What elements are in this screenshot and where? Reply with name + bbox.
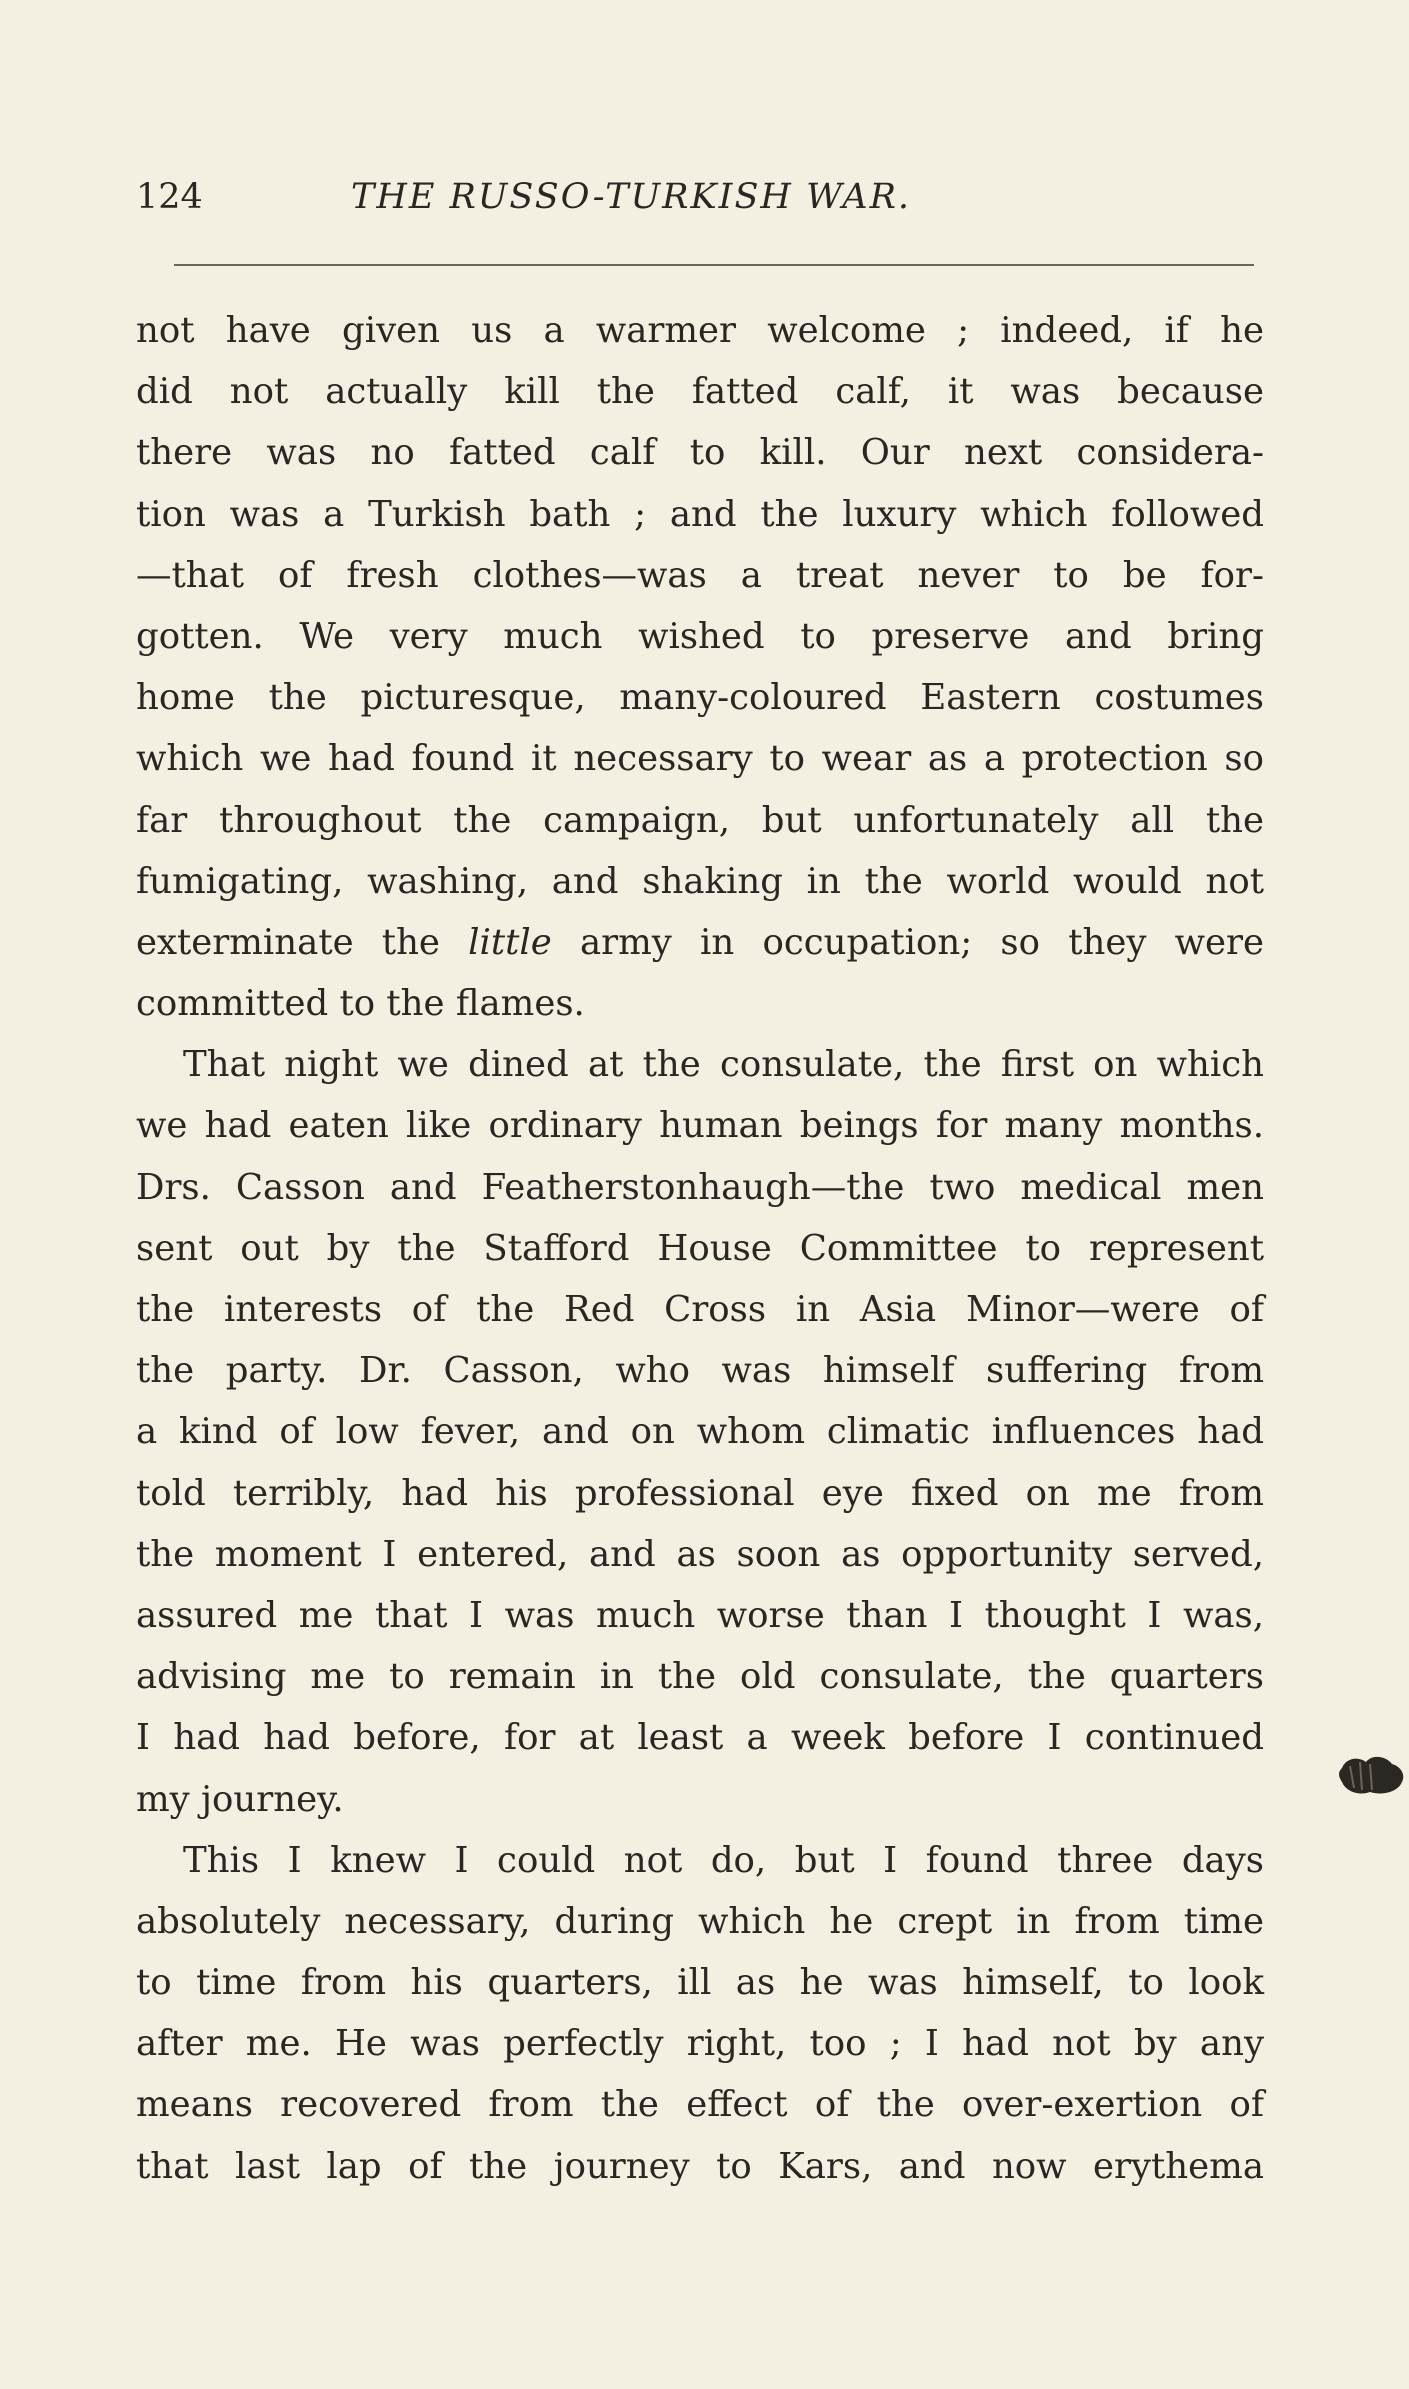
text-line: committed to the flames.: [136, 983, 585, 1025]
text-line: gotten. We very much wished to preserve and bring: [136, 615, 1264, 657]
text-line: assured me that I was much worse than I thought I was,: [136, 1594, 1264, 1636]
text-line: This I knew I could not do, but I found three days: [183, 1839, 1264, 1881]
text-line: I had had before, for at least a week before I continued: [136, 1717, 1264, 1759]
text-line: tion was a Turkish bath ; and the luxury which followed: [136, 493, 1264, 535]
text-line: absolutely necessary, during which he crept in from time: [136, 1900, 1264, 1942]
text-line: to time from his quarters, ill as he was himself, to look: [136, 1962, 1264, 2004]
text-line: —that of fresh clothes—was a treat never to be for-: [136, 554, 1264, 596]
text-line: the moment I entered, and as soon as opportunity served,: [136, 1533, 1264, 1575]
text-line: the party. Dr. Casson, who was himself suffering from: [136, 1350, 1264, 1392]
text-line: did not actually kill the fatted calf, it was because: [136, 371, 1264, 413]
text-line: not have given us a warmer welcome ; indeed, if he: [136, 310, 1264, 351]
text-line: after me. He was perfectly right, too ; I had not by any: [136, 2023, 1264, 2065]
text-line: fumigating, washing, and shaking in the world would not: [136, 860, 1264, 902]
header-rule: [174, 264, 1254, 266]
body-text: [136, 300, 1264, 2197]
text-line: sent out by the Stafford House Committee to represent: [136, 1227, 1264, 1269]
text-line: means recovered from the effect of the over-exertion of: [136, 2084, 1264, 2126]
text-line: that last lap of the journey to Kars, and now erythema: [136, 2145, 1264, 2187]
page-number: 124: [136, 177, 203, 217]
text-line: there was no fatted calf to kill. Our next considera-: [136, 432, 1264, 474]
text-line: [136, 912, 1264, 973]
text-line: which we had found it necessary to wear as a protection so: [136, 738, 1264, 780]
text-line: my journey.: [136, 1778, 344, 1820]
running-title: THE RUSSO-TURKISH WAR.: [351, 177, 912, 217]
text-line: the interests of the Red Cross in Asia Minor—were of: [136, 1289, 1264, 1330]
text-segment: army in occupation; so they were: [551, 921, 1264, 963]
italic-word: little: [468, 921, 552, 963]
text-line: told terribly, had his professional eye fixed on me from: [136, 1472, 1264, 1514]
text-segment: exterminate the: [136, 921, 469, 963]
text-line: a kind of low fever, and on whom climatic influences had: [136, 1411, 1264, 1453]
margin-ink-blot: [1336, 1748, 1408, 1800]
text-line: home the picturesque, many-coloured Eastern costumes: [136, 677, 1264, 719]
running-head: [136, 172, 1266, 222]
text-line: advising me to remain in the old consulate, the quarters: [136, 1656, 1264, 1698]
text-line: we had eaten like ordinary human beings for many months.: [136, 1105, 1264, 1147]
text-line: Drs. Casson and Featherstonhaugh—the two medical men: [136, 1166, 1264, 1208]
text-line: far throughout the campaign, but unfortunately all the: [136, 799, 1264, 841]
text-line: That night we dined at the consulate, the first on which: [183, 1044, 1264, 1086]
